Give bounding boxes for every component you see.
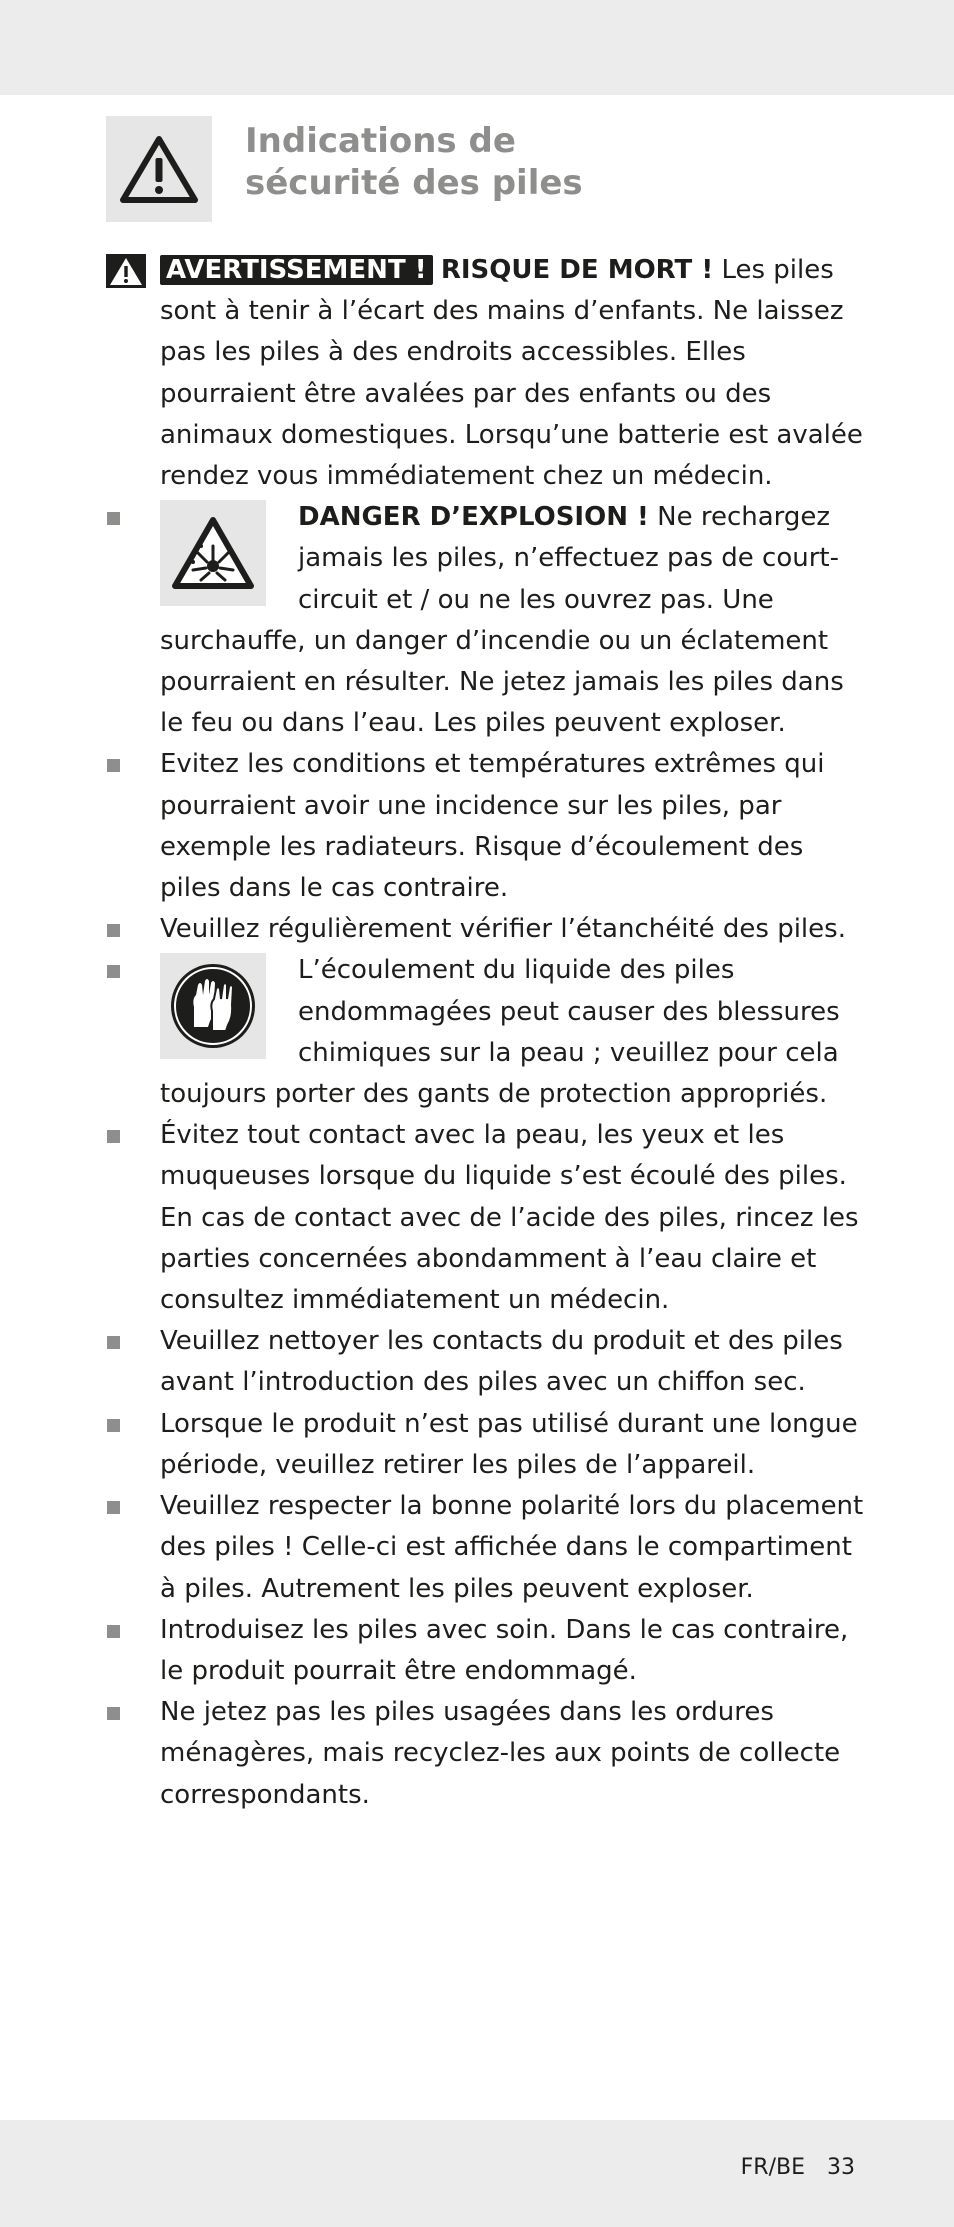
item-text: Veuillez respecter la bonne polarité lors du placement des piles ! Celle-ci est affichée dans le compartiment à piles. Autrement les piles peuvent exploser.	[160, 1491, 864, 1604]
explosion-symbol-box	[160, 500, 266, 606]
page-title-line2: sécurité des piles	[245, 163, 583, 203]
bullet-square	[107, 965, 120, 978]
page-title-line1: Indications de	[245, 121, 516, 161]
item-text: Introduisez les piles avec soin. Dans le cas contraire, le produit pourrait être endommagé.	[160, 1614, 849, 1686]
bullet-square	[107, 1501, 120, 1514]
bullet-square	[107, 924, 120, 937]
page-footer	[741, 2155, 855, 2180]
protective-gloves-icon	[168, 961, 258, 1051]
bullet-square	[107, 1707, 120, 1720]
item-text: Évitez tout contact avec la peau, les yeux et les muqueuses lorsque du liquide s’est écoulé des piles. En cas de contact avec de l’acide des piles, rincez les parties concernées abondamment à l’eau claire et consultez immédiatement un médecin.	[160, 1120, 859, 1316]
warning-triangle-icon	[119, 134, 199, 204]
explosion-hazard-icon	[171, 516, 255, 590]
item-text: Veuillez régulièrement vérifier l’étanchéité des piles.	[160, 914, 846, 945]
warning-label: AVERTISSEMENT !	[160, 255, 433, 285]
list-item	[106, 744, 866, 909]
list-item	[106, 1610, 866, 1692]
list-item	[106, 1404, 866, 1486]
danger-title: DANGER D’EXPLOSION !	[298, 502, 649, 533]
bullet-square	[107, 1336, 120, 1349]
safety-content	[106, 250, 866, 1816]
list-item	[106, 909, 866, 950]
bullet-square	[107, 759, 120, 772]
footer-language: FR/BE	[740, 2155, 805, 2180]
list-item	[106, 1321, 866, 1403]
bullet-square	[107, 1419, 120, 1432]
page-title	[245, 120, 845, 204]
item-text: Lorsque le produit n’est pas utilisé durant une longue période, veuillez retirer les piles de l’appareil.	[160, 1408, 858, 1480]
warning-title: RISQUE DE MORT !	[440, 255, 714, 285]
item-text: Ne jetez pas les piles usagées dans les ordures ménagères, mais recyclez-les aux points de collecte correspondants.	[160, 1697, 841, 1810]
warning-triangle-icon	[106, 254, 146, 288]
bullet-square	[107, 512, 120, 525]
item-text: L’écoulement du liquide des piles endommagées peut causer des blessures chimiques sur la peau ; veuillez pour cela toujours porter des gants de protection appropriés.	[160, 955, 840, 1110]
gloves-symbol-box	[160, 953, 266, 1059]
warning-block	[106, 250, 866, 497]
bullet-square	[107, 1625, 120, 1638]
list-item	[106, 950, 866, 1115]
list-item	[106, 1692, 866, 1816]
item-text: Veuillez nettoyer les contacts du produit et des piles avant l’introduction des piles avec un chiffon sec.	[160, 1326, 843, 1398]
list-item	[106, 497, 866, 744]
list-item	[106, 1115, 866, 1321]
page-number: 33	[827, 2155, 855, 2180]
warning-text: Les piles sont à tenir à l’écart des mains d’enfants. Ne laissez pas les piles à des endroits accessibles. Elles pourraient être avalées par des enfants ou des animaux domestiques. Lorsqu’une batterie est avalée rendez vous immédiatement chez un médecin.	[160, 255, 863, 492]
item-text: Evitez les conditions et températures extrêmes qui pourraient avoir une incidence sur les piles, par exemple les radiateurs. Risque d’écoulement des piles dans le cas contraire.	[160, 749, 825, 904]
top-band	[0, 0, 954, 95]
item-text: Ne rechargez jamais les piles, n’effectuez pas de court-circuit et / ou ne les ouvrez pas. Une surchauffe, un danger d’incendie ou un éclatement pourraient en résulter. Ne jetez jamais les piles dans le feu ou dans l’eau. Les piles peuvent exploser.	[160, 502, 844, 739]
bullet-square	[107, 1130, 120, 1143]
heading-icon-box	[106, 116, 212, 222]
list-item	[106, 1486, 866, 1610]
